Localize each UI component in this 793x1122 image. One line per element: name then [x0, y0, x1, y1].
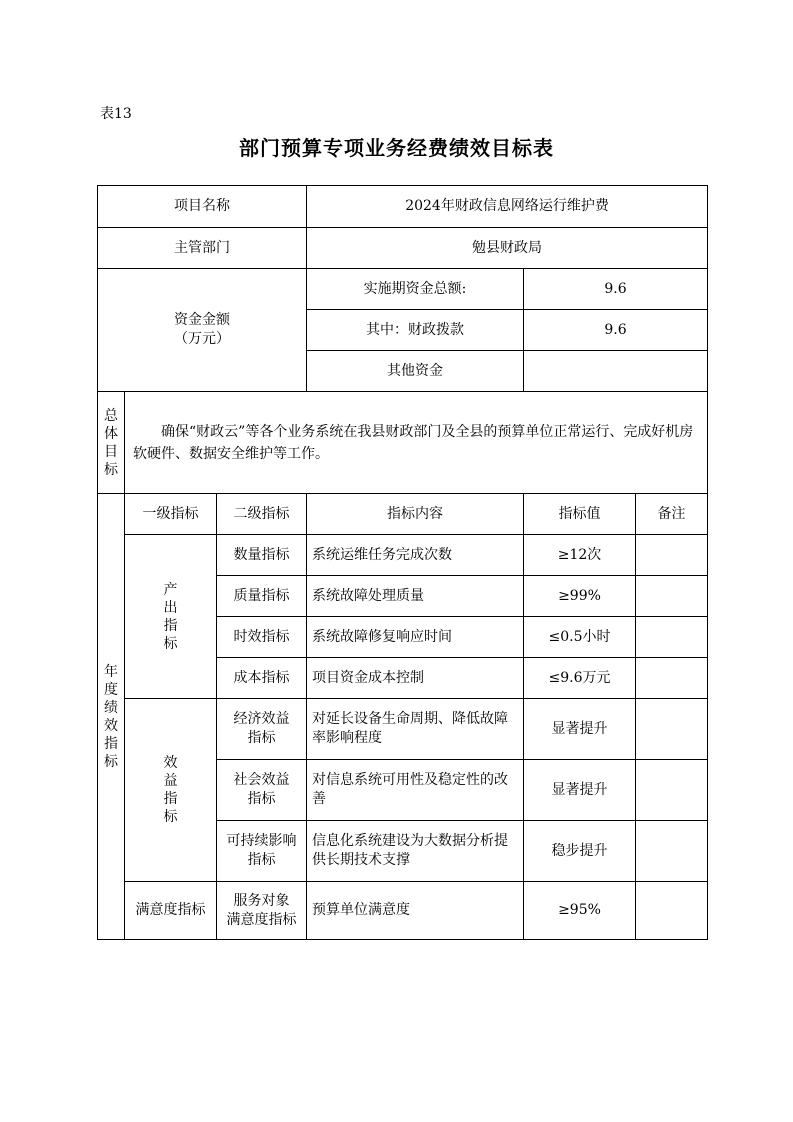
content-cell: 项目资金成本控制 — [307, 658, 524, 699]
note-cell — [636, 535, 708, 576]
annual-label-char: 效 — [104, 717, 118, 734]
level2-cell — [217, 760, 307, 821]
value-cell: 显著提升 — [524, 760, 636, 821]
project-name-label: 项目名称 — [98, 186, 307, 228]
level2-cell — [217, 821, 307, 882]
content-cell: 系统运维任务完成次数 — [307, 535, 524, 576]
annual-label-char: 绩 — [104, 699, 118, 716]
level2-line: 满意度指标 — [226, 911, 297, 928]
header-note: 备注 — [636, 494, 708, 535]
note-cell — [636, 658, 708, 699]
value-cell: 显著提升 — [524, 699, 636, 760]
header-row — [98, 494, 708, 535]
fiscal-label: 其中：财政拨款 — [307, 310, 524, 351]
total-funds-label: 实施期资金总额: — [307, 269, 524, 310]
value-cell: ≥12次 — [524, 535, 636, 576]
dept-value: 勉县财政局 — [307, 228, 708, 269]
annual-label — [98, 494, 125, 940]
goal-label — [98, 392, 125, 494]
value-cell: ≥99% — [524, 576, 636, 617]
level2-line: 经济效益 — [233, 711, 290, 727]
level2-cell — [217, 699, 307, 760]
fiscal-value: 9.6 — [524, 310, 708, 351]
note-cell — [636, 576, 708, 617]
header-content: 指标内容 — [307, 494, 524, 535]
value-cell: ≥95% — [524, 882, 636, 940]
header-level2: 二级指标 — [217, 494, 307, 535]
value-cell: ≤9.6万元 — [524, 658, 636, 699]
level2-line: 指标 — [247, 730, 276, 746]
level2-line: 服务对象 — [233, 892, 290, 909]
note-cell — [636, 882, 708, 940]
goal-label-char: 总 — [104, 407, 118, 424]
benefit-group-char: 益 — [163, 773, 178, 789]
output-group-char: 产 — [163, 581, 178, 598]
total-funds-value: 9.6 — [524, 269, 708, 310]
output-group-label — [125, 535, 217, 699]
annual-label-char: 标 — [104, 753, 118, 770]
annual-label-char: 指 — [104, 735, 118, 752]
level2-cell: 数量指标 — [217, 535, 307, 576]
output-group-char: 指 — [163, 617, 178, 634]
level2-cell: 成本指标 — [217, 658, 307, 699]
level2-cell: 质量指标 — [217, 576, 307, 617]
benefit-group-char: 标 — [163, 809, 178, 825]
annual-label-char: 年 — [104, 663, 118, 680]
page-title: 部门预算专项业务经费绩效目标表 — [239, 136, 554, 160]
note-cell — [636, 617, 708, 658]
level2-line: 可持续影响 — [226, 833, 297, 849]
note-cell — [636, 821, 708, 882]
value-cell: 稳步提升 — [524, 821, 636, 882]
table-row — [98, 882, 708, 940]
other-funds-value — [524, 351, 708, 392]
goal-text: 确保“财政云”等各个业务系统在我县财政部门及全县的预算单位正常运行、完成好机房软硬件、数据安全维护等工作。 — [125, 392, 708, 494]
header-level1: 一级指标 — [125, 494, 217, 535]
funds-label-line1: 资金金额 — [174, 312, 230, 328]
value-cell: ≤0.5小时 — [524, 617, 636, 658]
level2-line: 指标 — [247, 791, 276, 807]
funds-label-line2: （万元） — [174, 331, 230, 347]
output-group-char: 出 — [163, 599, 178, 616]
table-row — [98, 535, 708, 576]
content-cell: 对延长设备生命周期、降低故障率影响程度 — [307, 699, 524, 760]
level2-cell: 时效指标 — [217, 617, 307, 658]
goal-label-char: 目 — [104, 443, 118, 460]
benefit-group-char: 效 — [163, 755, 178, 771]
content-cell: 信息化系统建设为大数据分析提供长期技术支撑 — [307, 821, 524, 882]
table-row — [98, 699, 708, 760]
project-name-row — [98, 186, 708, 228]
content-cell: 系统故障处理质量 — [307, 576, 524, 617]
level2-cell — [217, 882, 307, 940]
benefit-group-label — [125, 699, 217, 882]
note-cell — [636, 699, 708, 760]
goal-row — [98, 392, 708, 494]
satisfaction-group-label: 满意度指标 — [125, 882, 217, 940]
funds-label — [98, 269, 307, 392]
dept-label: 主管部门 — [98, 228, 307, 269]
dept-row — [98, 228, 708, 269]
project-name-value: 2024年财政信息网络运行维护费 — [307, 186, 708, 228]
other-funds-label: 其他资金 — [307, 351, 524, 392]
content-cell: 对信息系统可用性及稳定性的改善 — [307, 760, 524, 821]
table-label: 表13 — [100, 106, 132, 122]
level2-line: 社会效益 — [233, 772, 290, 788]
goal-label-char: 体 — [104, 425, 118, 442]
goal-label-char: 标 — [104, 461, 118, 478]
benefit-group-char: 指 — [163, 791, 178, 807]
header-value: 指标值 — [524, 494, 636, 535]
level2-line: 指标 — [247, 852, 276, 868]
total-funds-row — [98, 269, 708, 310]
content-cell: 系统故障修复响应时间 — [307, 617, 524, 658]
content-cell: 预算单位满意度 — [307, 882, 524, 940]
note-cell — [636, 760, 708, 821]
output-group-char: 标 — [163, 635, 178, 652]
annual-label-char: 度 — [104, 681, 118, 698]
performance-table — [97, 185, 708, 940]
